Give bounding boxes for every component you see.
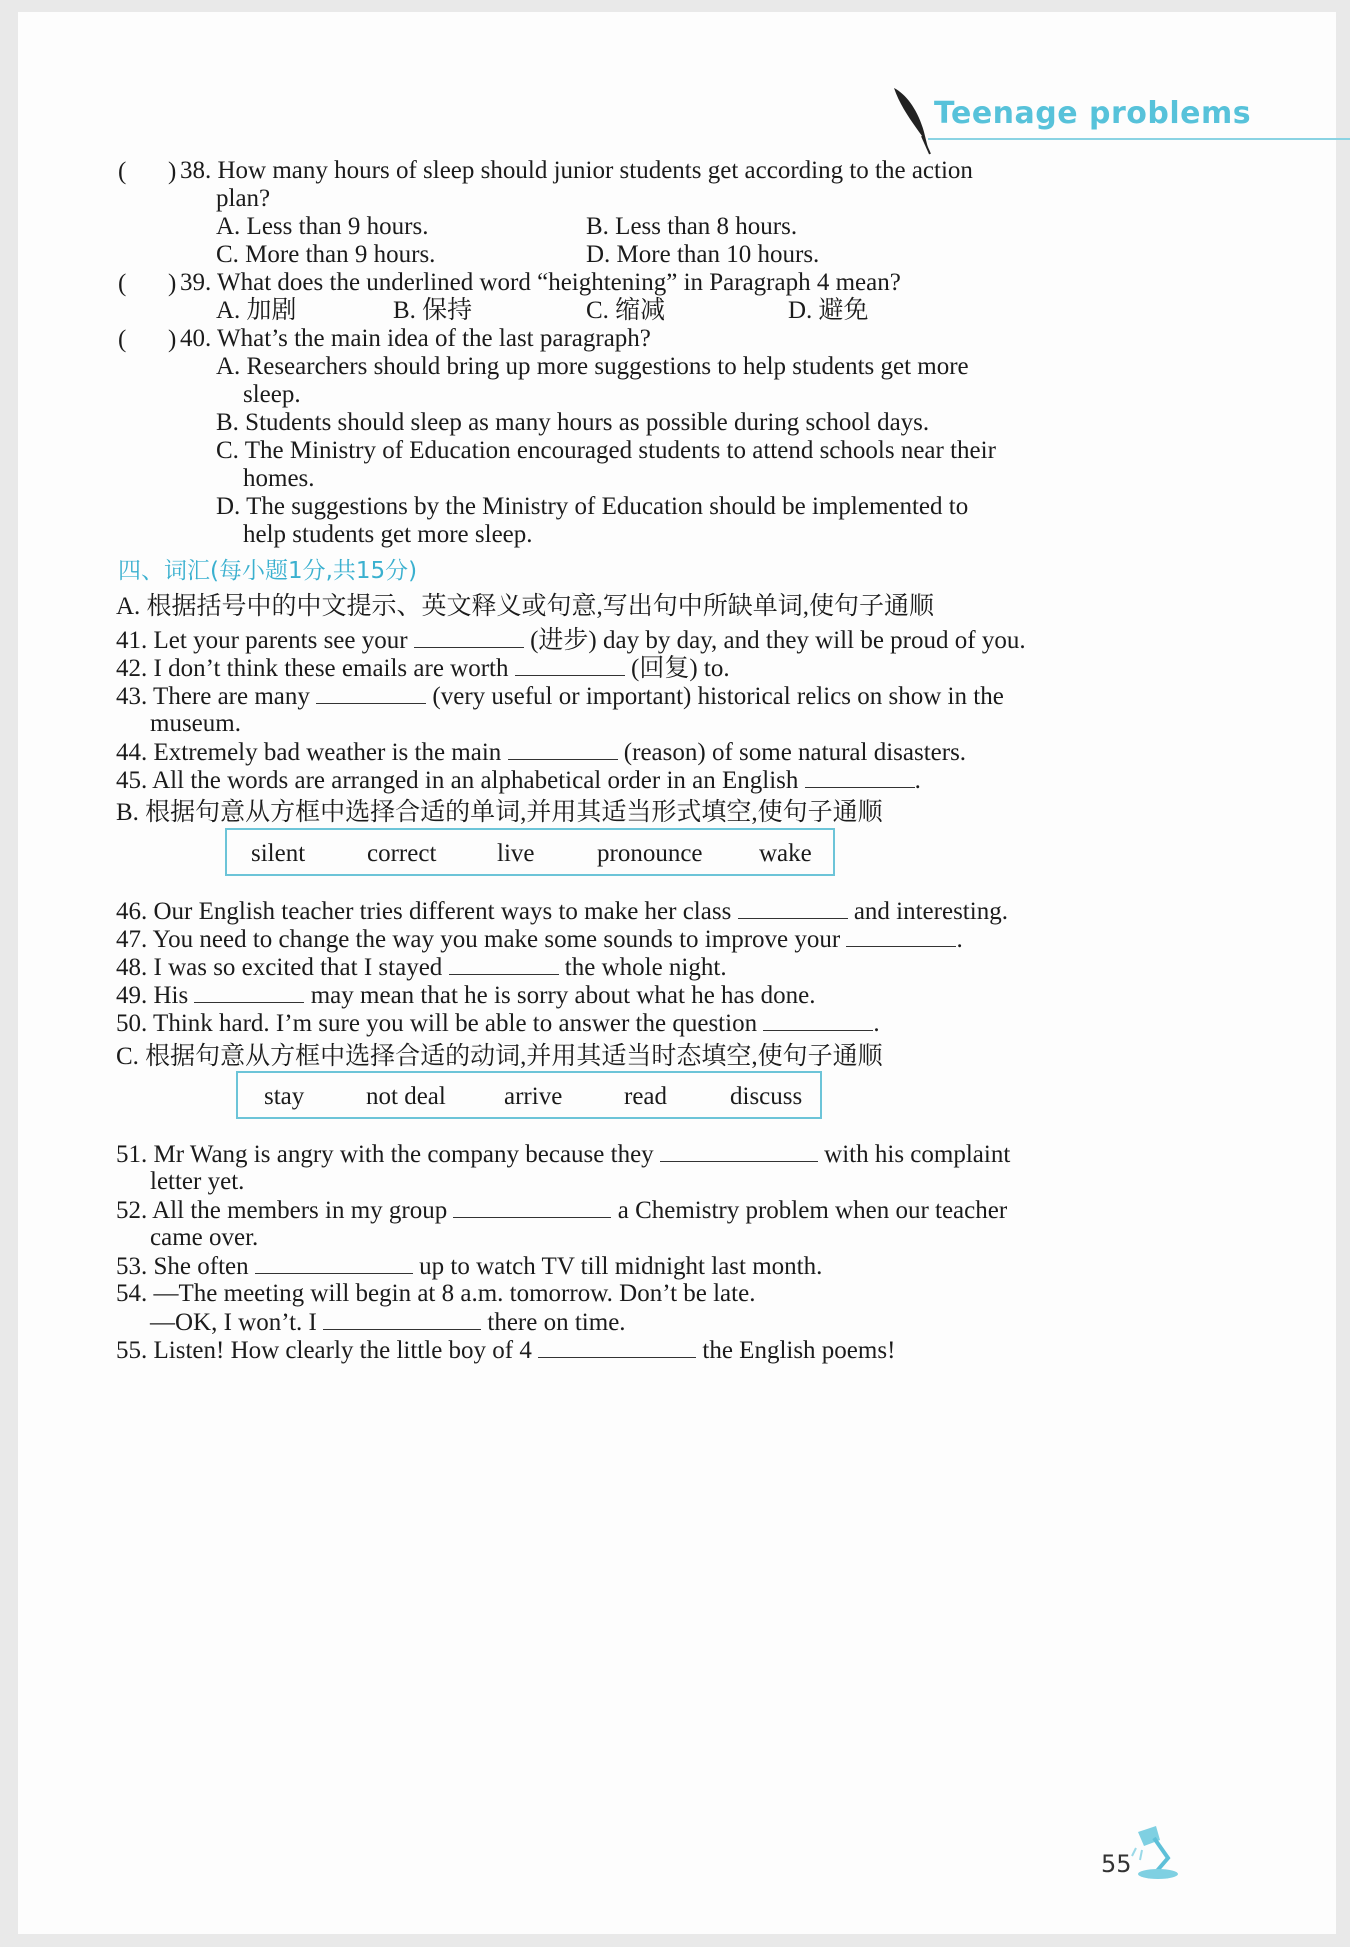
answer-blank-53[interactable] xyxy=(255,1251,413,1274)
answer-blank-42[interactable] xyxy=(515,653,625,676)
question-46-text-end: and interesting. xyxy=(853,898,1008,925)
option-40-c: C. The Ministry of Education encouraged students to attend schools near their xyxy=(216,437,996,464)
question-55 xyxy=(116,1335,895,1366)
question-54-reply-end: there on time. xyxy=(487,1309,626,1336)
answer-blank-49[interactable] xyxy=(194,980,304,1003)
answer-blank-45[interactable] xyxy=(805,765,915,788)
question-49-text-end: may mean that he is sorry about what he has done. xyxy=(310,982,816,1009)
word-box-item: wake xyxy=(759,840,812,867)
question-45-text: 45. All the words are arranged in an alphabetical order in an English xyxy=(116,767,799,794)
option-38-c: C. More than 9 hours. xyxy=(216,241,436,268)
header-title: Teenage problems xyxy=(934,96,1252,131)
word-box-item: read xyxy=(624,1083,668,1110)
question-52-cont: came over. xyxy=(150,1224,259,1251)
answer-blank-47[interactable] xyxy=(846,924,956,947)
answer-blank-52[interactable] xyxy=(453,1195,611,1218)
page-number: 55 xyxy=(1101,1850,1132,1878)
word-box-c xyxy=(236,1071,822,1119)
word-box-item: stay xyxy=(264,1083,305,1110)
option-38-a: A. Less than 9 hours. xyxy=(216,213,429,240)
question-44-text: 44. Extremely bad weather is the main xyxy=(116,739,502,766)
part-b-instructions: B. 根据句意从方框中选择合适的单词,并用其适当形式填空,使句子通顺 xyxy=(116,799,883,826)
question-47-text-end: . xyxy=(956,926,963,953)
question-40-stem: 40. What’s the main idea of the last paragraph? xyxy=(180,325,651,352)
answer-blank-43[interactable] xyxy=(316,681,426,704)
word-box-item: pronounce xyxy=(597,840,703,867)
question-41-text-end: (进步) day by day, and they will be proud of you. xyxy=(530,627,1026,654)
quill-pen-icon xyxy=(888,86,932,156)
word-box-item: live xyxy=(497,840,535,867)
question-46-text: 46. Our English teacher tries different ways to make her class xyxy=(116,898,732,925)
question-53-text-end: up to watch TV till midnight last month. xyxy=(419,1253,823,1280)
answer-paren-close: ) xyxy=(168,270,177,297)
question-44-text-end: (reason) of some natural disasters. xyxy=(623,739,967,766)
question-41-text: 41. Let your parents see your xyxy=(116,627,408,654)
desk-lamp-icon xyxy=(1130,1822,1188,1880)
answer-paren-close: ) xyxy=(168,326,177,353)
part-a-instructions: A. 根据括号中的中文提示、英文释义或句意,写出句中所缺单词,使句子通顺 xyxy=(116,593,935,620)
question-43-text-end: (very useful or important) historical relics on show in the xyxy=(432,683,1004,710)
answer-paren-open: ( xyxy=(118,326,127,353)
question-47-text: 47. You need to change the way you make some sounds to improve your xyxy=(116,926,841,953)
option-40-d-cont: help students get more sleep. xyxy=(243,521,533,548)
answer-blank-55[interactable] xyxy=(538,1335,696,1358)
option-38-b: B. Less than 8 hours. xyxy=(586,213,798,240)
question-54-reply-text: —OK, I won’t. I xyxy=(150,1309,317,1336)
question-54-reply xyxy=(150,1307,626,1338)
answer-blank-41[interactable] xyxy=(414,625,524,648)
answer-paren-close: ) xyxy=(168,158,177,185)
option-39-d: D. 避免 xyxy=(788,297,869,324)
question-51-text-end: with his complaint xyxy=(824,1141,1011,1168)
question-51-cont: letter yet. xyxy=(150,1168,245,1195)
question-46 xyxy=(116,896,1008,927)
question-50-text: 50. Think hard. I’m sure you will be able to answer the question xyxy=(116,1010,758,1037)
question-45 xyxy=(116,765,921,796)
answer-blank-51[interactable] xyxy=(660,1139,818,1162)
question-52 xyxy=(116,1195,1007,1226)
part-c-instructions: C. 根据句意从方框中选择合适的动词,并用其适当时态填空,使句子通顺 xyxy=(116,1043,883,1070)
option-40-c-cont: homes. xyxy=(243,465,315,492)
question-41 xyxy=(116,625,1026,656)
word-box-item: correct xyxy=(367,840,437,867)
question-38-stem-cont: plan? xyxy=(216,185,271,212)
option-39-c: C. 缩减 xyxy=(586,297,666,324)
answer-blank-44[interactable] xyxy=(508,737,618,760)
question-43-cont: museum. xyxy=(150,710,241,737)
option-39-b: B. 保持 xyxy=(393,297,473,324)
question-44 xyxy=(116,737,966,768)
question-42-text: 42. I don’t think these emails are worth xyxy=(116,655,509,682)
option-39-a: A. 加剧 xyxy=(216,297,297,324)
question-49 xyxy=(116,980,815,1011)
question-50-text-end: . xyxy=(873,1010,880,1037)
page-header xyxy=(878,90,1350,150)
question-52-text: 52. All the members in my group xyxy=(116,1197,448,1224)
word-box-item: not deal xyxy=(366,1083,446,1110)
answer-blank-48[interactable] xyxy=(449,952,559,975)
question-43 xyxy=(116,681,1004,712)
section-heading: 四、词汇(每小题1分,共15分) xyxy=(118,558,418,584)
option-40-d: D. The suggestions by the Ministry of Education should be implemented to xyxy=(216,493,969,520)
word-box-b xyxy=(225,828,835,876)
question-52-text-end: a Chemistry problem when our teacher xyxy=(617,1197,1008,1224)
question-47 xyxy=(116,924,963,955)
answer-paren-open: ( xyxy=(118,270,127,297)
question-49-text: 49. His xyxy=(116,982,189,1009)
option-40-b: B. Students should sleep as many hours as possible during school days. xyxy=(216,409,930,436)
answer-paren-open: ( xyxy=(118,158,127,185)
question-55-text-end: the English poems! xyxy=(702,1337,896,1364)
question-48-text: 48. I was so excited that I stayed xyxy=(116,954,443,981)
question-48 xyxy=(116,952,727,983)
question-42-text-end: (回复) to. xyxy=(631,655,730,682)
answer-blank-50[interactable] xyxy=(763,1008,873,1031)
question-43-text: 43. There are many xyxy=(116,683,310,710)
answer-blank-46[interactable] xyxy=(738,896,848,919)
question-42 xyxy=(116,653,730,684)
question-55-text: 55. Listen! How clearly the little boy of 4 xyxy=(116,1337,532,1364)
word-box-item: arrive xyxy=(504,1083,563,1110)
answer-blank-54[interactable] xyxy=(323,1307,481,1330)
header-rule xyxy=(928,138,1350,140)
question-39-stem: 39. What does the underlined word “heightening” in Paragraph 4 mean? xyxy=(180,269,901,296)
option-40-a: A. Researchers should bring up more suggestions to help students get more xyxy=(216,353,969,380)
question-48-text-end: the whole night. xyxy=(564,954,727,981)
option-38-d: D. More than 10 hours. xyxy=(586,241,820,268)
question-50 xyxy=(116,1008,880,1039)
question-38-stem: 38. How many hours of sleep should junior students get according to the action xyxy=(180,157,973,184)
question-51-text: 51. Mr Wang is angry with the company because they xyxy=(116,1141,654,1168)
option-40-a-cont: sleep. xyxy=(243,381,301,408)
question-45-text-end: . xyxy=(914,767,921,794)
word-box-item: silent xyxy=(251,840,306,867)
worksheet-page xyxy=(18,12,1336,1934)
question-53-text: 53. She often xyxy=(116,1253,249,1280)
question-51 xyxy=(116,1139,1010,1170)
word-box-item: discuss xyxy=(730,1083,803,1110)
question-53 xyxy=(116,1251,822,1282)
question-54: 54. —The meeting will begin at 8 a.m. tomorrow. Don’t be late. xyxy=(116,1280,756,1307)
